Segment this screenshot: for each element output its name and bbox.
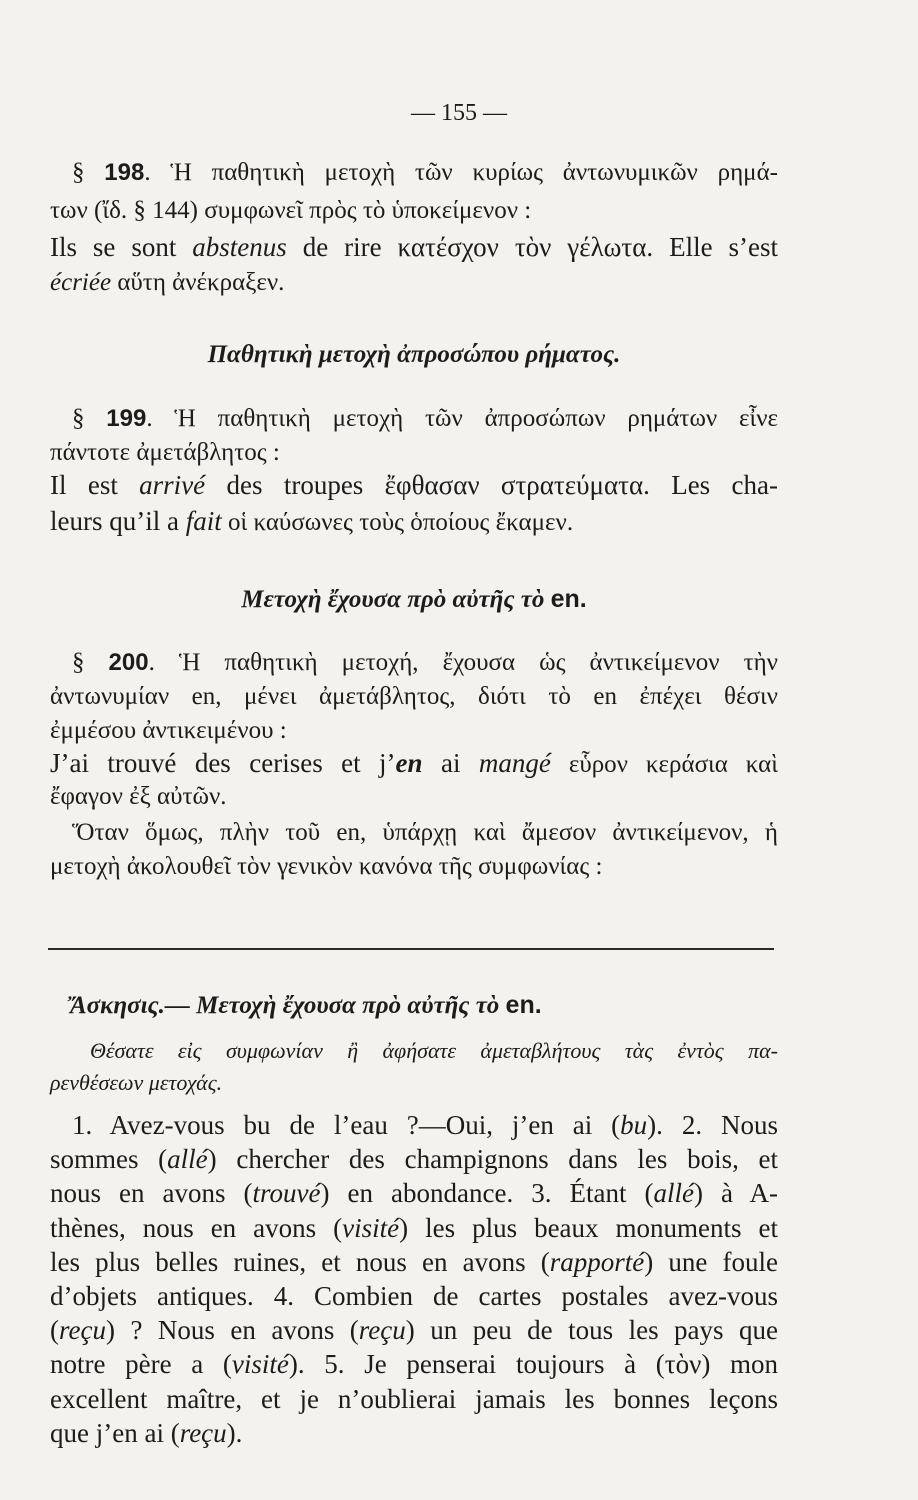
section-200-example-1: J’ai trouvé des cerises et j’en ai mangé εὗρον κεράσια καὶ	[50, 748, 779, 778]
section-200-note-2: μετοχὴ ἀκολουθεῖ τὸν γενικὸν κανόνα τῆς συμφωνίας :	[50, 853, 603, 880]
exercise-line: nous en avons (trouvé) en abondance. 3. Étant (allé) à A-	[50, 1178, 778, 1209]
section-199-example-2: leurs qu’il a fait οἱ καύσωνες τοὺς ὁποίους ἔκαμεν.	[50, 506, 574, 536]
section-199-example-1: Il est arrivé des troupes ἔφθασαν στρατεύματα. Les cha-	[50, 470, 778, 500]
section-198-example-1: Ils se sont abstenus de rire κατέσχον τὸν γέλωτα. Elle s’est	[50, 232, 779, 262]
exercise-line: 1. Avez-vous bu de l’eau ?—Oui, j’en ai (bu). 2. Nous	[72, 1110, 778, 1140]
section-198-line-1: § 198. Ἡ παθητικὴ μετοχὴ τῶν κυρίως ἀντωνυμικῶν ρημά-	[72, 159, 778, 186]
exercise-line: sommes (allé) chercher des champignons dans les bois, et	[50, 1144, 778, 1175]
section-number: 198	[104, 159, 145, 186]
exercise-line: thènes, nous en avons (visité) les plus beaux monuments et	[50, 1212, 778, 1243]
exercise-line: notre père a (visité). 5. Je penserai toujours à (τὸν) mon	[50, 1349, 778, 1380]
exercise-line: excellent maître, et je n’oublierai jamais les bonnes leçons	[50, 1383, 778, 1414]
section-200-line-3: ἐμμέσου ἀντικειμένου :	[50, 717, 287, 744]
exercise-line: (reçu) ? Nous en avons (reçu) un peu de tous les pays que	[50, 1315, 779, 1346]
section-number: 200	[108, 649, 149, 676]
exercise-instruction-2: ρενθέσεων μετοχάς.	[50, 1070, 223, 1095]
exercise-line: d’objets antiques. 4. Combien de cartes postales avez-vous	[50, 1281, 778, 1311]
section-198-example-2: écriée αὕτη ἀνέκραξεν.	[50, 269, 285, 296]
section-199-line-1: § 199. Ἡ παθητικὴ μετοχὴ τῶν ἀπροσώπων ρημάτων εἶνε	[72, 405, 779, 432]
section-200-line-1: § 200. Ἡ παθητικὴ μετοχή, ἔχουσα ὡς ἀντικείμενον τὴν	[72, 649, 778, 676]
section-divider	[48, 948, 774, 950]
heading-impersonal-participle: Παθητικὴ μετοχὴ ἀπροσώπου ρήματος.	[207, 341, 621, 368]
section-200-example-2: ἔφαγον ἐξ αὐτῶν.	[50, 783, 227, 810]
exercise-line: les plus belles ruines, et nous en avons (rapporté) une foule	[50, 1246, 778, 1277]
section-199-line-2: πάντοτε ἀμετάβλητος :	[50, 439, 280, 466]
heading-participle-with-en: Μετοχὴ ἔχουσα πρὸ αὐτῆς τὸ en.	[241, 585, 587, 613]
section-200-note-1: Ὅταν ὅμως, πλὴν τοῦ en, ὑπάρχῃ καὶ ἄμεσον ἀντικείμενον, ἡ	[72, 819, 778, 846]
exercise-line: que j’en ai (reçu).	[50, 1417, 243, 1448]
section-200-line-2: ἀντωνυμίαν en, μένει ἀμετάβλητος, διότι τὸ en ἐπέχει θέσιν	[50, 683, 778, 710]
exercise-title: Ἄσκησις.— Μετοχὴ ἔχουσα πρὸ αὐτῆς τὸ en.	[70, 991, 542, 1019]
section-198-line-2: των (ἴδ. § 144) συμφωνεῖ πρὸς τὸ ὑποκείμενον :	[50, 197, 532, 224]
exercise-instruction-1: Θέσατε εἰς συμφωνίαν ἢ ἀφήσατε ἀμεταβλήτους τὰς ἐντὸς πα-	[90, 1038, 778, 1063]
page-number: — 155 —	[411, 100, 507, 126]
section-number: 199	[106, 405, 147, 432]
